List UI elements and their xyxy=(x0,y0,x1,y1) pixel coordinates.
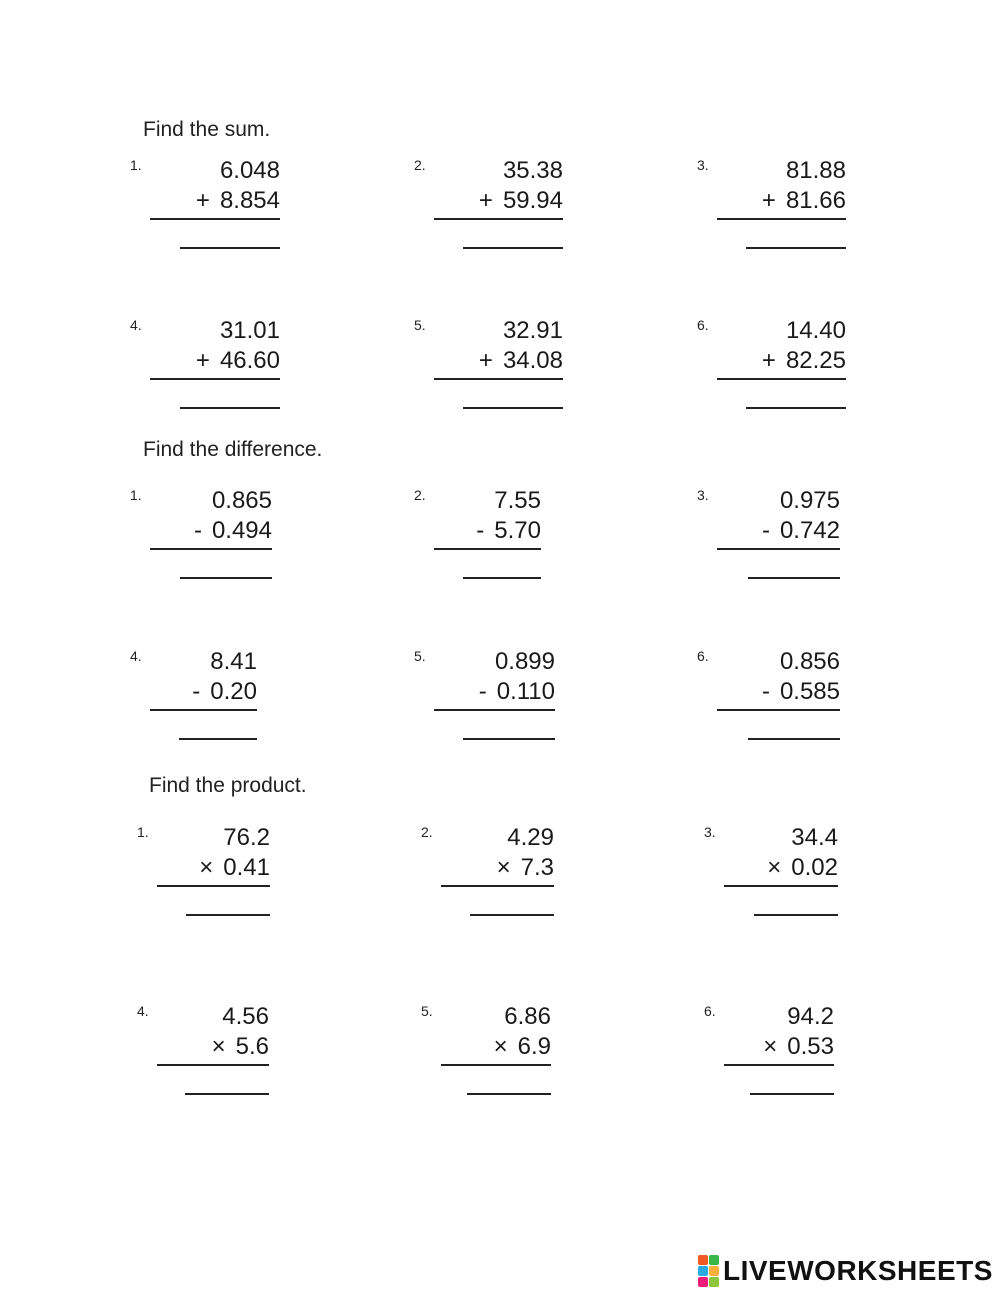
operator-sign: × xyxy=(763,1033,778,1060)
second-operand: 82.25 xyxy=(785,347,846,374)
operator-sign: - xyxy=(192,678,201,705)
second-operand: 0.20 xyxy=(210,678,257,705)
problem-number: 5. xyxy=(414,648,426,664)
second-operand: 0.02 xyxy=(791,854,838,881)
second-operand-row xyxy=(434,347,563,380)
second-operand-row xyxy=(150,517,272,550)
first-operand: 32.91 xyxy=(502,317,563,344)
problem-number: 3. xyxy=(697,487,709,503)
problem-difference-6 xyxy=(697,648,840,748)
second-operand: 46.60 xyxy=(219,347,280,374)
second-operand-row xyxy=(157,854,270,887)
operator-sign: + xyxy=(478,347,493,374)
first-operand: 31.01 xyxy=(219,317,280,344)
problem-difference-5 xyxy=(414,648,555,748)
problem-number: 6. xyxy=(704,1003,716,1019)
answer-line[interactable] xyxy=(180,577,272,579)
liveworksheets-logo-icon xyxy=(698,1255,719,1287)
second-operand-row xyxy=(434,187,563,220)
problem-product-1 xyxy=(137,824,270,924)
second-operand-row xyxy=(441,1033,551,1066)
section-heading-difference: Find the difference. xyxy=(143,438,323,461)
answer-line[interactable] xyxy=(467,1093,551,1095)
problem-sum-3 xyxy=(697,157,846,257)
section-heading-sum: Find the sum. xyxy=(143,118,271,141)
first-operand: 6.048 xyxy=(219,157,280,184)
second-operand-row xyxy=(717,678,840,711)
operator-sign: × xyxy=(493,1033,508,1060)
operator-sign: + xyxy=(195,347,210,374)
answer-line[interactable] xyxy=(746,247,846,249)
answer-line[interactable] xyxy=(463,738,555,740)
operator-sign: - xyxy=(476,517,485,544)
problem-number: 6. xyxy=(697,317,709,333)
problem-number: 6. xyxy=(697,648,709,664)
second-operand-row xyxy=(717,517,840,550)
operator-sign: × xyxy=(211,1033,226,1060)
first-operand: 81.88 xyxy=(785,157,846,184)
second-operand-row xyxy=(724,854,838,887)
second-operand-row xyxy=(717,187,846,220)
answer-line[interactable] xyxy=(185,1093,269,1095)
brand-name: LIVEWORKSHEETS xyxy=(723,1255,993,1286)
problem-number: 2. xyxy=(414,487,426,503)
second-operand: 0.110 xyxy=(496,678,555,705)
first-operand: 0.899 xyxy=(494,648,555,675)
second-operand-row xyxy=(724,1033,834,1066)
problem-sum-4 xyxy=(130,317,280,417)
answer-line[interactable] xyxy=(180,247,280,249)
problem-difference-2 xyxy=(414,487,541,587)
second-operand-row xyxy=(441,854,554,887)
operator-sign: × xyxy=(767,854,782,881)
second-operand: 81.66 xyxy=(785,187,846,214)
second-operand-row xyxy=(157,1033,269,1066)
problem-number: 4. xyxy=(130,317,142,333)
problem-difference-4 xyxy=(130,648,257,748)
second-operand: 6.9 xyxy=(517,1033,551,1060)
first-operand: 14.40 xyxy=(785,317,846,344)
second-operand: 5.70 xyxy=(494,517,541,544)
second-operand: 0.53 xyxy=(787,1033,834,1060)
operator-sign: - xyxy=(761,517,770,544)
first-operand: 4.29 xyxy=(507,824,554,851)
operator-sign: + xyxy=(195,187,210,214)
operator-sign: × xyxy=(199,854,214,881)
answer-line[interactable] xyxy=(463,247,563,249)
problem-number: 5. xyxy=(421,1003,433,1019)
problem-number: 2. xyxy=(414,157,426,173)
second-operand: 7.3 xyxy=(520,854,554,881)
answer-line[interactable] xyxy=(463,407,563,409)
problem-number: 1. xyxy=(130,157,142,173)
problem-sum-6 xyxy=(697,317,846,417)
problem-number: 2. xyxy=(421,824,433,840)
second-operand: 0.41 xyxy=(223,854,270,881)
operator-sign: - xyxy=(761,678,770,705)
first-operand: 0.975 xyxy=(779,487,840,514)
problem-sum-2 xyxy=(414,157,563,257)
second-operand: 59.94 xyxy=(502,187,563,214)
second-operand-row xyxy=(717,347,846,380)
first-operand: 8.41 xyxy=(210,648,257,675)
first-operand: 34.4 xyxy=(791,824,838,851)
problem-difference-3 xyxy=(697,487,840,587)
footer-logo[interactable] xyxy=(698,1255,993,1287)
answer-line[interactable] xyxy=(180,407,280,409)
answer-line[interactable] xyxy=(748,577,840,579)
problem-number: 3. xyxy=(697,157,709,173)
problem-product-6 xyxy=(704,1003,834,1103)
problem-number: 4. xyxy=(137,1003,149,1019)
first-operand: 0.865 xyxy=(211,487,272,514)
second-operand: 34.08 xyxy=(502,347,563,374)
section-heading-product: Find the product. xyxy=(149,774,307,797)
second-operand: 0.585 xyxy=(779,678,840,705)
first-operand: 94.2 xyxy=(787,1003,834,1030)
answer-line[interactable] xyxy=(463,577,541,579)
second-operand: 8.854 xyxy=(219,187,280,214)
operator-sign: - xyxy=(478,678,487,705)
operator-sign: + xyxy=(761,347,776,374)
operator-sign: × xyxy=(496,854,511,881)
problem-number: 4. xyxy=(130,648,142,664)
answer-line[interactable] xyxy=(746,407,846,409)
operator-sign: + xyxy=(478,187,493,214)
problem-number: 1. xyxy=(137,824,149,840)
first-operand: 35.38 xyxy=(502,157,563,184)
operator-sign: - xyxy=(193,517,202,544)
operator-sign: + xyxy=(761,187,776,214)
problem-sum-5 xyxy=(414,317,563,417)
first-operand: 76.2 xyxy=(223,824,270,851)
problem-number: 3. xyxy=(704,824,716,840)
answer-line[interactable] xyxy=(470,914,554,916)
problem-product-5 xyxy=(421,1003,551,1103)
first-operand: 7.55 xyxy=(494,487,541,514)
problem-number: 5. xyxy=(414,317,426,333)
second-operand: 5.6 xyxy=(235,1033,269,1060)
second-operand-row xyxy=(434,517,541,550)
answer-line[interactable] xyxy=(750,1093,834,1095)
problem-product-4 xyxy=(137,1003,269,1103)
second-operand: 0.742 xyxy=(779,517,840,544)
second-operand-row xyxy=(150,187,280,220)
answer-line[interactable] xyxy=(186,914,270,916)
problem-difference-1 xyxy=(130,487,272,587)
problem-product-3 xyxy=(704,824,838,924)
second-operand-row xyxy=(150,347,280,380)
answer-line[interactable] xyxy=(179,738,257,740)
answer-line[interactable] xyxy=(748,738,840,740)
second-operand-row xyxy=(434,678,555,711)
answer-line[interactable] xyxy=(754,914,838,916)
second-operand: 0.494 xyxy=(211,517,272,544)
first-operand: 4.56 xyxy=(222,1003,269,1030)
first-operand: 6.86 xyxy=(504,1003,551,1030)
first-operand: 0.856 xyxy=(779,648,840,675)
problem-number: 1. xyxy=(130,487,142,503)
problem-product-2 xyxy=(421,824,554,924)
second-operand-row xyxy=(150,678,257,711)
problem-sum-1 xyxy=(130,157,280,257)
